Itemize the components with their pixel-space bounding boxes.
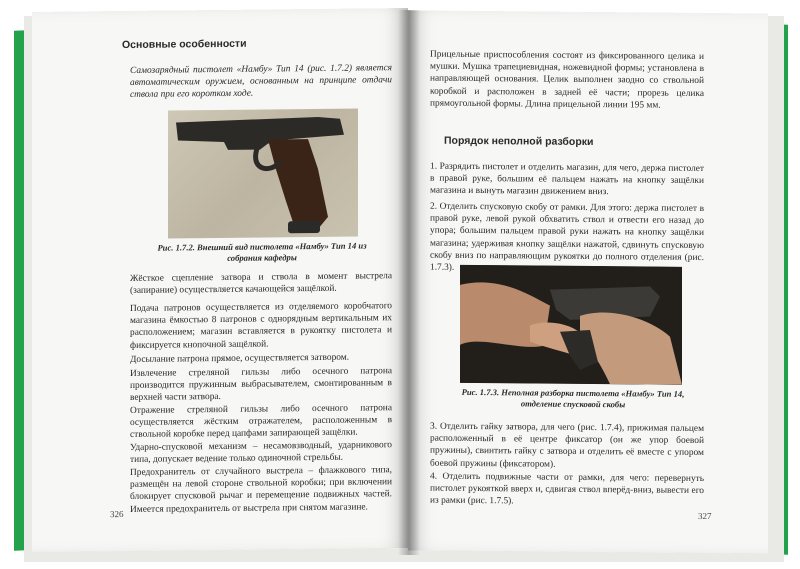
left-paragraph: Отражение стреляной гильзы либо осечного патрона осуществляется жёстким отражателем, расположенным в ствольной коробке перед цапфами запирающей защёлки. [130, 403, 392, 441]
right-page-number: 327 [698, 510, 712, 522]
left-figure-caption: Рис. 1.7.2. Внешний вид пистолета «Намбу» Тип 14 из собрания кафедры [157, 240, 367, 263]
disassembly-photo [460, 265, 682, 385]
right-figure-caption: Рис. 1.7.3. Неполная разборка пистолета «Намбу» Тип 14, отделение спусковой скобы [461, 386, 685, 410]
left-paragraph: Жёсткое сцепление затвора и ствола в момент выстрела (запирание) осуществляется качающейся защёлкой. [130, 271, 392, 297]
step-paragraph: 3. Отделить гайку затвора, для чего (рис. 1.7.4), прижимая пальцем расположенный в её центре фиксатор (он же упор боевой пружины), свинтить гайку с затвора и отделить её вместе с упором боевой пружины (фиксатором). [430, 421, 704, 470]
pistol-illustration [168, 109, 358, 239]
pistol-photo [168, 109, 358, 239]
step-paragraph: 2. Отделить спусковую скобу от рамки. Для этого: держа пистолет в правой руке, левой рукой обхватить ствол и отвести его назад до упора; большим пальцем правой руки нажать на кнопку защёлки магазина; удерживая кнопку защёлки нажатой, сдвинуть спусковую скобу вниз по направляющим рукоятки до полного отделения (рис. 1.7.3). [430, 201, 704, 273]
left-page [32, 8, 408, 552]
sights-paragraph: Прицельные приспособления состоят из фиксированного целика и мушки. Мушка трапециевидная, ножевидной формы; установлена в направляющей основания. Целик выполнен заодно со ствольной коробкой и расположен в задней её части; прорезь целика прямоугольной формы. Длина прицельной линии 195 мм. [430, 49, 704, 111]
left-page-number: 326 [110, 509, 124, 520]
step-paragraph: 1. Разрядить пистолет и отделить магазин, для чего, держа пистолет в правой руке, большим её пальцем нажать на кнопку защёлки магазина и вынуть магазин движением вниз. [430, 161, 704, 198]
left-heading: Основные особенности [122, 37, 247, 52]
right-heading: Порядок неполной разборки [444, 134, 594, 149]
right-page [408, 10, 768, 553]
hands-pistol-illustration [460, 265, 682, 385]
left-paragraph: Извлечение стреляной гильзы либо осечного патрона производится пружинным выбрасывателем, смонтированным в верхней части затвора. [130, 366, 392, 404]
step-paragraph: 4. Отделить подвижные части от рамки, для чего: перевернуть пистолет рукояткой вверх и, сдвигая ствол вперёд-вниз, вывести его из рамки (рис. 1.7.5). [430, 471, 704, 507]
left-paragraph: Досылание патрона прямое, осуществляется затвором. [130, 352, 350, 365]
left-paragraph: Подача патронов осуществляется из отделяемого коробчатого магазина ёмкостью 8 патронов с однорядным вертикальным их расположением; магазин вставляется в рукоятку пистолета и фиксируется кнопочной защёлкой. [130, 301, 392, 351]
book-spine [398, 10, 420, 555]
left-intro: Самозарядный пистолет «Намбу» Тип 14 (рис. 1.7.2) является автоматическим оружием, основанным на принципе отдачи ствола при его коротком ходе. [130, 63, 392, 101]
left-paragraph: Предохранитель от случайного выстрела – флажкового типа, размещён на левой стороне ствольной коробки; при включении блокирует спусковой рычаг и перемещение подвижных частей. Имеется предохранитель от выстрела при снятом магазине. [130, 465, 392, 515]
left-paragraph: Ударно-спусковой механизм – несамовзводный, ударникового типа, допускает ведение только одиночной стрельбы. [130, 440, 392, 466]
